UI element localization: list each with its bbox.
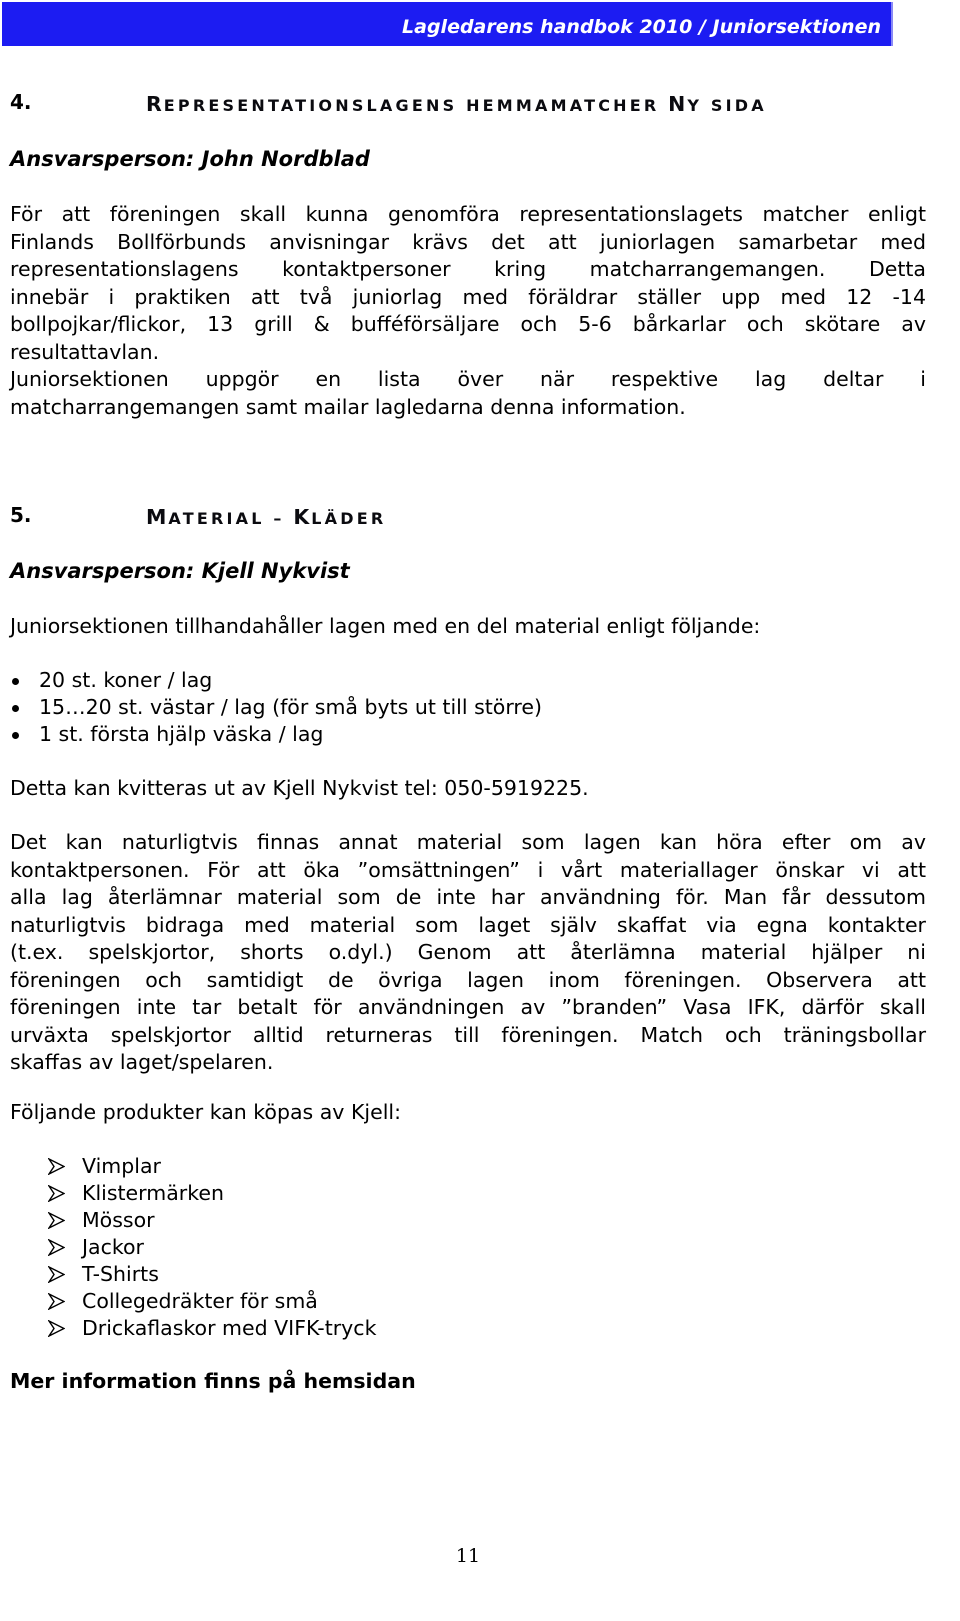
section-5-paragraph [10, 829, 926, 1077]
bullet-icon [12, 678, 19, 685]
more-info: Mer information finns på hemsidan [10, 1369, 416, 1393]
list-item: 15…20 st. västar / lag (för små byts ut till större) [10, 694, 542, 721]
bullet-icon [12, 732, 19, 739]
list-item: Klistermärken [48, 1180, 376, 1207]
section-5-responsible: Ansvarsperson: Kjell Nykvist [10, 559, 350, 583]
text-line: För att föreningen skall kunna genomföra representationslagets matcher enligt [10, 202, 926, 226]
bullet-icon [12, 705, 19, 712]
arrow-bullet-icon [48, 1212, 65, 1229]
list-item: Vimplar [48, 1153, 376, 1180]
list-item: Collegedräkter för små [48, 1288, 376, 1315]
text-line: urväxta spelskjortor alltid returneras till föreningen. Match och träningsbollar [10, 1022, 926, 1047]
text-line: Finlands Bollförbunds anvisningar krävs det att juniorlagen samarbetar med [10, 229, 926, 254]
text-line: Det kan naturligtvis finnas annat material som lagen kan höra efter om av [10, 830, 926, 854]
text-line: bollpojkar/flickor, 13 grill & bufféförsäljare och 5-6 bårkarlar och skötare av [10, 312, 926, 336]
list-item: Drickaflaskor med VIFK-tryck [48, 1315, 376, 1342]
arrow-bullet-icon [48, 1185, 65, 1202]
text-line: resultattavlan. [10, 339, 160, 364]
text-line: föreningen inte tar betalt för användningen av ”branden” Vasa IFK, därför skall [10, 995, 926, 1019]
arrow-bullet-icon [48, 1320, 65, 1337]
section-4-paragraph-1 [10, 201, 926, 421]
text-line: matcharrangemangen samt mailar lagledarna denna information. [10, 394, 686, 419]
header-bar [2, 2, 893, 46]
text-line: kontaktpersonen. För att öka ”omsättningen” i vårt materiallager önskar vi att [10, 857, 926, 882]
list-item: Mössor [48, 1207, 376, 1234]
arrow-bullet-icon [48, 1266, 65, 1283]
list-item: 1 st. första hjälp väska / lag [10, 721, 542, 748]
list-item: T-Shirts [48, 1261, 376, 1288]
material-list [10, 667, 542, 748]
arrow-bullet-icon [48, 1293, 65, 1310]
section-4-responsible: Ansvarsperson: John Nordblad [10, 147, 370, 171]
text-line: naturligtvis bidraga med material som laget själv skaffat via egna kontakter [10, 912, 926, 937]
arrow-bullet-icon [48, 1158, 65, 1175]
text-line: skaffas av laget/spelaren. [10, 1050, 274, 1074]
products-intro: Följande produkter kan köpas av Kjell: [10, 1100, 401, 1124]
text-line: innebär i praktiken att två juniorlag med föräldrar ställer upp med 12 -14 [10, 284, 926, 309]
section-4-title: REPRESENTATIONSLAGENS HEMMAMATCHER NY SIDA [146, 92, 767, 116]
header-title: Lagledarens handbok 2010 / Juniorsektionen [402, 16, 881, 38]
list-item: 20 st. koner / lag [10, 667, 542, 694]
text-line: representationslagens kontaktpersoner kring matcharrangemangen. Detta [10, 257, 926, 281]
text-line: föreningen och samtidigt de övriga lagen inom föreningen. Observera att [10, 967, 926, 992]
section-5-intro: Juniorsektionen tillhandahåller lagen med en del material enligt följande: [10, 614, 761, 638]
section-5-title: MATERIAL – KLÄDER [146, 505, 387, 529]
arrow-bullet-icon [48, 1239, 65, 1256]
section-5-number: 5. [10, 503, 32, 527]
contact-line: Detta kan kvitteras ut av Kjell Nykvist tel: 050-5919225. [10, 776, 589, 800]
products-list [48, 1153, 376, 1342]
page-number: 11 [455, 1545, 481, 1567]
list-item: Jackor [48, 1234, 376, 1261]
text-line: alla lag återlämnar material som de inte har användning för. Man får dessutom [10, 885, 926, 909]
text-line: Juniorsektionen uppgör en lista över när respektive lag deltar i [10, 367, 926, 391]
section-4-number: 4. [10, 90, 32, 114]
text-line: (t.ex. spelskjortor, shorts o.dyl.) Genom att återlämna material hjälper ni [10, 940, 926, 964]
